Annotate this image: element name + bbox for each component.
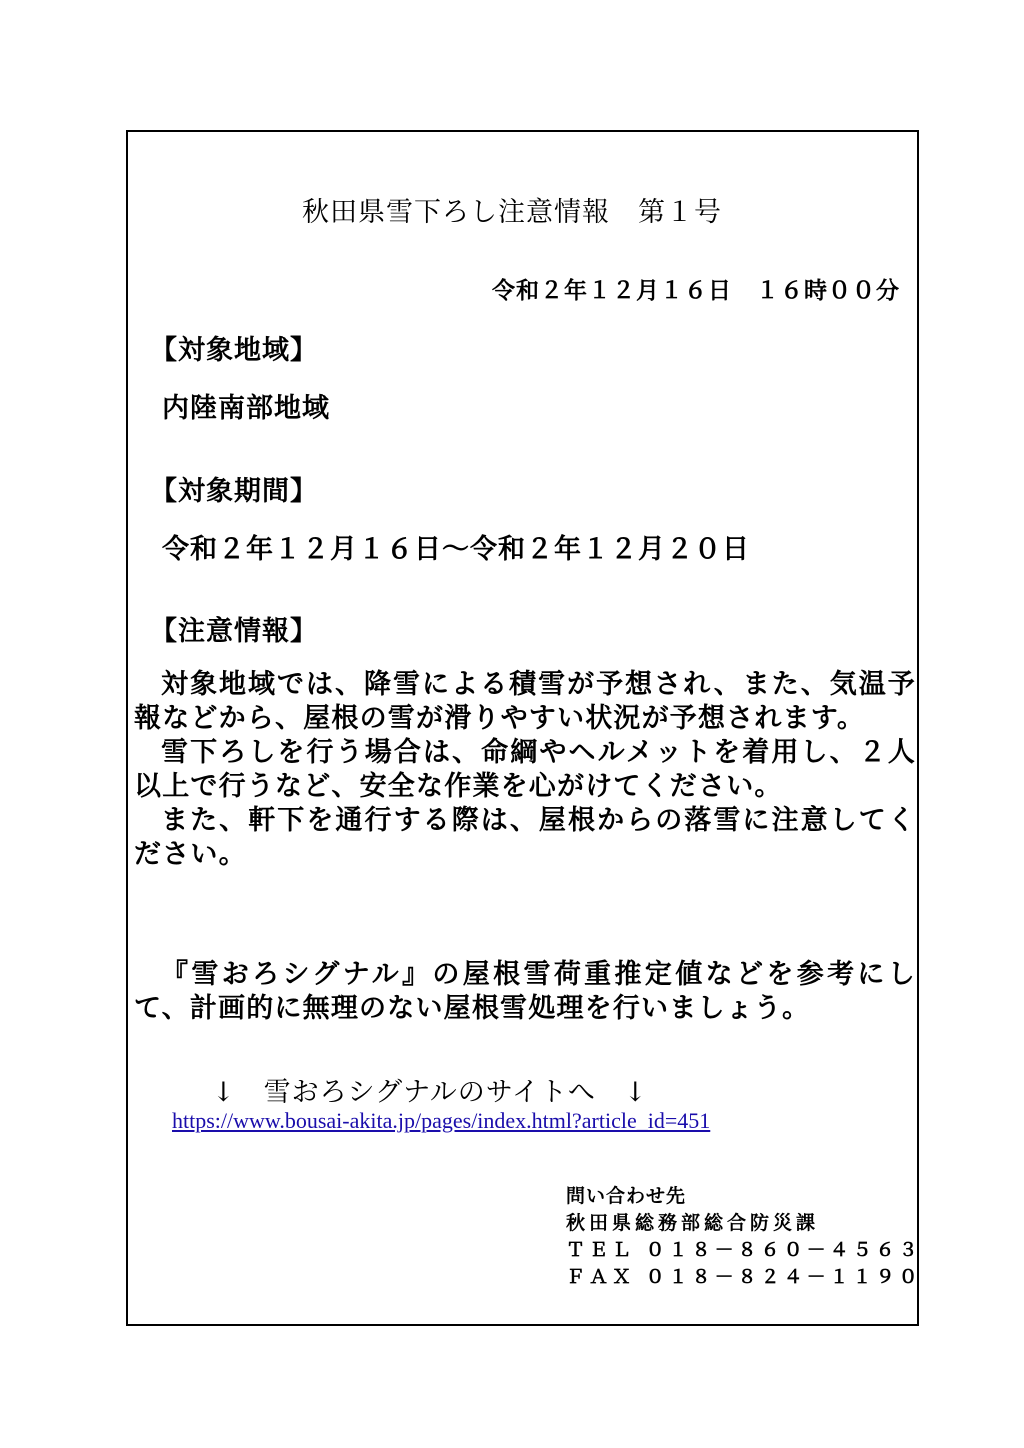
period-value: 令和２年１２月１６日～令和２年１２月２０日 [162, 534, 750, 565]
site-link[interactable]: https://www.bousai-akita.jp/pages/index.html?article_id=451 [172, 1108, 711, 1133]
contact-block [566, 1183, 922, 1291]
caution-heading: 【注意情報】 [150, 616, 318, 647]
contact-department: 秋田県総務部総合防災課 [566, 1212, 820, 1234]
document-title: 秋田県雪下ろし注意情報 第１号 [302, 197, 722, 228]
caution-paragraph: また、軒下を通行する際は、屋根からの落雪に注意してください。 [134, 805, 916, 870]
caution-paragraph: 雪下ろしを行う場合は、命綱やヘルメットを着用し、２人以上で行うなど、安全な作業を心がけてください。 [134, 737, 916, 802]
signal-note [134, 958, 916, 1026]
caution-body [134, 668, 916, 872]
site-link-label: ↓ 雪おろシグナルのサイトへ ↓ [212, 1077, 648, 1108]
contact-tel: ＴＥＬ ０１８－８６０－４５６３ [566, 1239, 922, 1261]
signal-note-text: 『雪おろシグナル』の屋根雪荷重推定値などを参考にして、計画的に無理のない屋根雪処理を行いましょう。 [134, 959, 916, 1024]
area-value: 内陸南部地域 [162, 393, 330, 424]
period-heading: 【対象期間】 [150, 476, 318, 507]
area-heading: 【対象地域】 [150, 335, 318, 366]
issue-datetime: 令和２年１２月１６日 １６時００分 [492, 278, 900, 304]
caution-paragraph: 対象地域では、降雪による積雪が予想され、また、気温予報などから、屋根の雪が滑りやすい状況が予想されます。 [134, 669, 916, 734]
contact-fax: ＦＡＸ ０１８－８２４－１１９０ [566, 1266, 922, 1288]
contact-label: 問い合わせ先 [566, 1185, 687, 1207]
